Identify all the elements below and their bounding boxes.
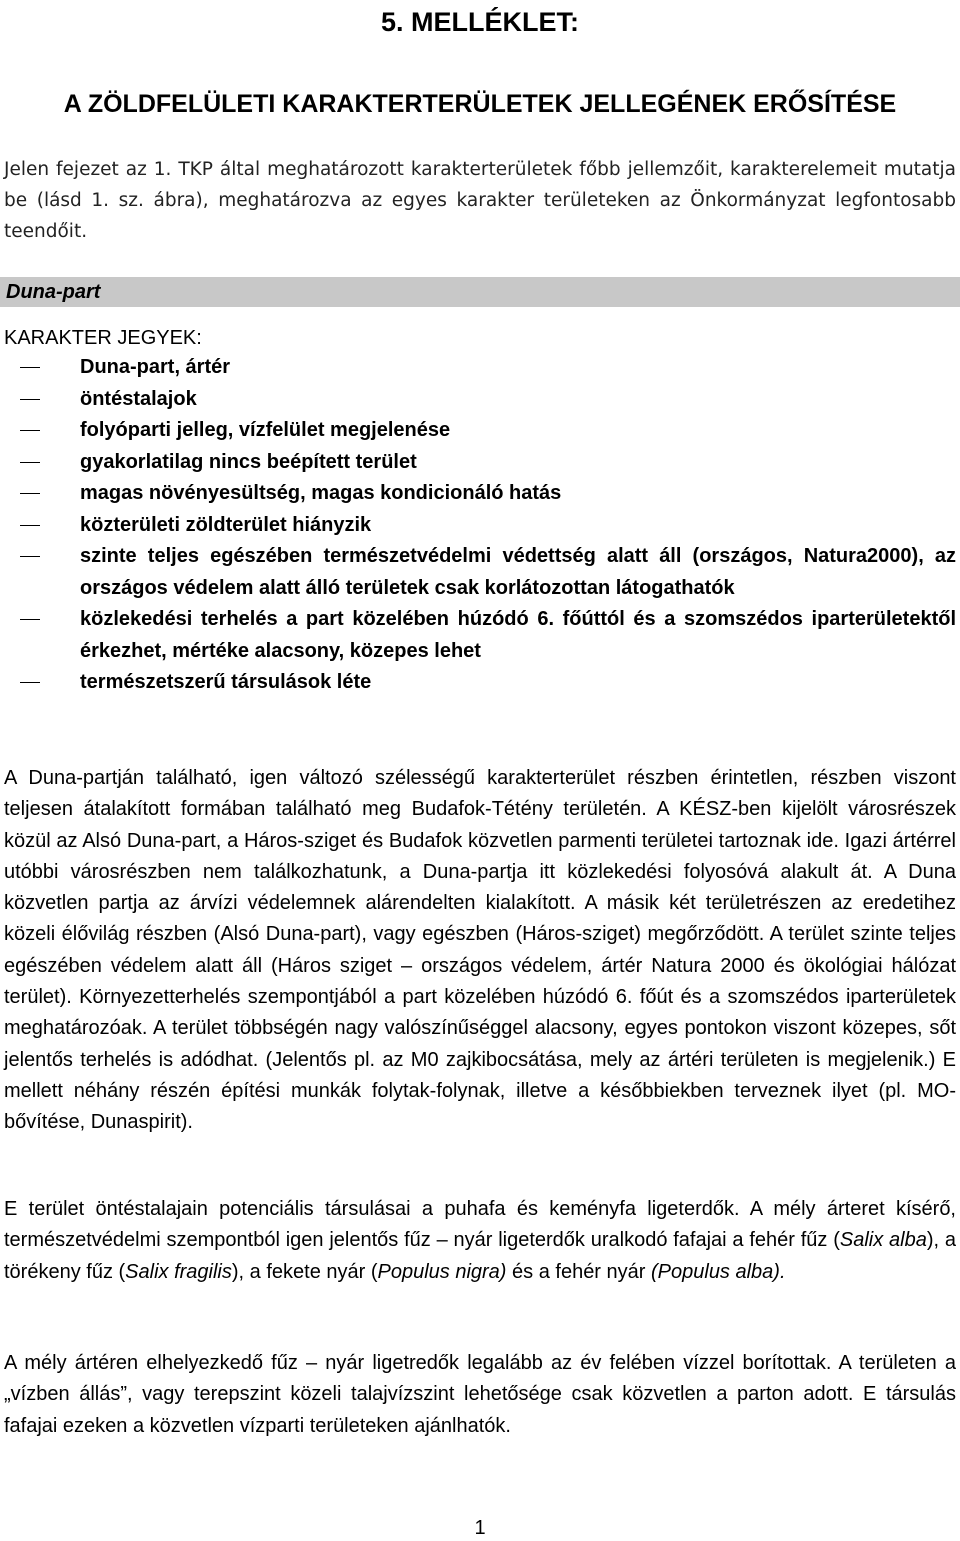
list-item [4,478,956,510]
trait-text: gyakorlatilag nincs beépített terület [80,450,417,473]
dash-bullet-icon [20,399,40,400]
page-number: 1 [474,1517,486,1539]
trait-text: folyóparti jelleg, vízfelület megjelenése [80,419,451,441]
species-name: Salix fragilis [125,1260,232,1283]
trait-text: közterületi zöldterület hiányzik [80,513,372,536]
list-item [4,415,956,447]
text-run: ), a fekete nyár ( [231,1260,378,1283]
list-item [4,604,956,667]
dash-bullet-icon [20,525,40,526]
section-title: Duna-part [6,281,101,303]
list-item [4,384,956,416]
text-run: és a fehér nyár [506,1260,651,1283]
trait-text: öntéstalajok [80,387,197,410]
trait-text: közlekedési terhelés a part közelében húzódó 6. főúttól és a szomszédos iparterületektől érkezhet, mértéke alacsony, közepes lehet [80,608,956,662]
species-name: Salix alba [839,1229,927,1252]
section-header-bar [0,277,960,307]
list-item [4,447,956,479]
intro-paragraph: Jelen fejezet az 1. TKP által meghatározott karakterterületek főbb jellemzőit, karakterelemeit mutatja be (lásd 1. sz. ábra), meghatározva az egyes karakter területeken az Önkormányzat legfontosabb teendőit. [4,159,956,242]
species-name: Populus nigra) [377,1260,507,1283]
dash-bullet-icon [20,430,40,431]
list-item [4,352,956,384]
trait-text: természetszerű társulások léte [80,671,372,693]
species-name: (Populus alba). [651,1260,786,1283]
dash-bullet-icon [20,619,40,620]
characteristics-heading: KARAKTER JEGYEK: [4,327,202,349]
dash-bullet-icon [20,462,40,463]
annex-title: 5. MELLÉKLET: [380,7,579,37]
dash-bullet-icon [20,493,40,494]
traits-list [4,352,956,699]
trait-text: szinte teljes egészében természetvédelmi védettség alatt áll (országos, Natura2000), az országos védelem alatt álló területek csak korlátozottan látogathatók [80,545,956,599]
dash-bullet-icon [20,682,40,683]
text-run: ), a törékeny fűz ( [4,1229,957,1283]
list-item [4,541,956,604]
list-item [4,510,956,542]
dash-bullet-icon [20,367,40,368]
list-item [4,667,956,699]
text-run: E terület öntéstalajain potenciális társulásai a puhafa és keményfa ligeterdők. A mély árteret kísérő, természetvédelmi szempontból igen jelentős fűz – nyár ligeterdők uralkodó fafajai a fehér fűz ( [4,1198,956,1252]
description-paragraph: A Duna-partján található, igen változó szélességű karakterterület részben érintetlen, részben viszont teljesen átalakított formában található meg Budafok-Tétény területén. A KÉSZ-ben kijelölt városrészek közül az Alsó Duna-part, a Háros-sziget és Budafok közvetlen parmenti területei tartoznak ide. Igazi ártérrel utóbbi városrészben nem találkozhatunk, a Duna-partja itt közlekedési folyosóvá alakult át. A Duna közvetlen partja az árvízi védelemnek alárendelten kialakított. A másik két területrészen az eredetihez közeli élővilág részben (Alsó Duna-part), vagy egészben (Háros-sziget) megőrződött. A terület szinte teljes egészében védelem alatt áll (Háros sziget – országos védelem, ártér Natura 2000 és ökológiai hálózat terület). Környezetterhelés szempontjából a part közelében húzódó 6. főút és a szomszédos iparterületek meghatározóak. A terület többségén nagy valószínűséggel alacsony, egyes pontokon viszont közepes, sőt jelentős terhelés is adódhat. (Jelentős pl. az M0 zajkibocsátása, mely az ártéri területen is megjelenik.) E mellett néhány részén építési munkák folytak-folynak, illetve a későbbiekben terveznek ilyet (pl. MO-bővítése, Dunaspirit). [4,767,956,1134]
trait-text: Duna-part, ártér [80,356,231,378]
vegetation-paragraph [4,1194,956,1288]
dash-bullet-icon [20,556,40,557]
floodplain-paragraph: A mély ártéren elhelyezkedő fűz – nyár ligetredők legalább az év felében vízzel borítottak. A területen a „vízben állás”, vagy terepszint közeli talajvízszint lehetősége csak közvetlen a parton adott. E társulás fafajai ezeken a közvetlen vízparti területeken ajánlhatók. [4,1352,956,1437]
main-title: A ZÖLDFELÜLETI KARAKTERTERÜLETEK JELLEGÉNEK ERŐSÍTÉSE [63,90,897,118]
trait-text: magas növényesültség, magas kondicionáló hatás [80,482,562,504]
